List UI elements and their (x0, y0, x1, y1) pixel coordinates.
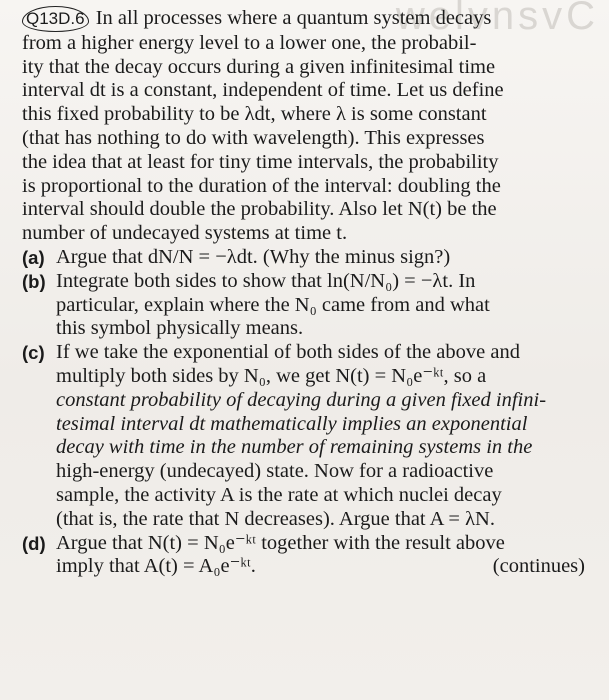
part-tag: (b) (22, 270, 46, 292)
problem-label: Q13D.6 (22, 6, 89, 32)
part-line: multiply both sides by N₀, we get N(t) = N₀e⁻ᵏᵗ, so a (56, 364, 487, 387)
part-line: sample, the activity A is the rate at which nuclei decay (56, 483, 502, 506)
part-tag: (c) (22, 342, 45, 364)
background-watermark: welvnsvC (395, 0, 599, 38)
part-line: (that is, the rate that N decreases). Argue that A = λN. (56, 507, 495, 530)
intro-line: is proportional to the duration of the interval: doubling the (22, 174, 501, 197)
continues-note: (continues) (492, 555, 585, 578)
intro-line: ity that the decay occurs during a given infinitesimal time (22, 55, 496, 78)
part-line: decay with time in the number of remaining systems in the (56, 436, 533, 459)
intro-line: (that has nothing to do with wavelength). This expresses (22, 126, 485, 149)
part-a (22, 246, 591, 270)
part-line: this symbol physically means. (56, 317, 304, 340)
intro-line: interval dt is a constant, independent of time. Let us define (22, 79, 504, 102)
intro-line: the idea that at least for tiny time intervals, the probability (22, 150, 499, 173)
intro-line: from a higher energy level to a lower one, the probabil- (22, 31, 477, 54)
part-line: particular, explain where the N₀ came from and what (56, 293, 490, 316)
part-line: tesimal interval dt mathematically implies an exponential (56, 412, 528, 435)
part-line: Integrate both sides to show that ln(N/N₀) = −λt. In (56, 269, 476, 292)
part-tag: (a) (22, 246, 45, 268)
intro-line: interval should double the probability. Also let N(t) be the (22, 198, 497, 221)
intro-line: this fixed probability to be λdt, where λ is some constant (22, 103, 487, 126)
part-b (22, 270, 591, 341)
part-line: constant probability of decaying during a given fixed infini- (56, 388, 547, 411)
part-line: If we take the exponential of both sides of the above and (56, 341, 520, 364)
part-line: high-energy (undecayed) state. Now for a radioactive (56, 460, 494, 483)
part-c (22, 341, 591, 531)
part-line: Argue that N(t) = N₀e⁻ᵏᵗ together with the result above (56, 531, 505, 554)
part-d (22, 532, 591, 580)
intro-line-1: Q13D.6 In all processes where a quantum system decays (22, 6, 591, 32)
part-last-line (56, 555, 591, 579)
intro-line: number of undecayed systems at time t. (22, 222, 348, 245)
part-tag: (d) (22, 532, 46, 554)
part-line: imply that A(t) = A₀e⁻ᵏᵗ. (56, 555, 256, 578)
part-line: Argue that dN/N = −λdt. (Why the minus sign?) (56, 245, 451, 268)
problem-text (22, 6, 591, 579)
